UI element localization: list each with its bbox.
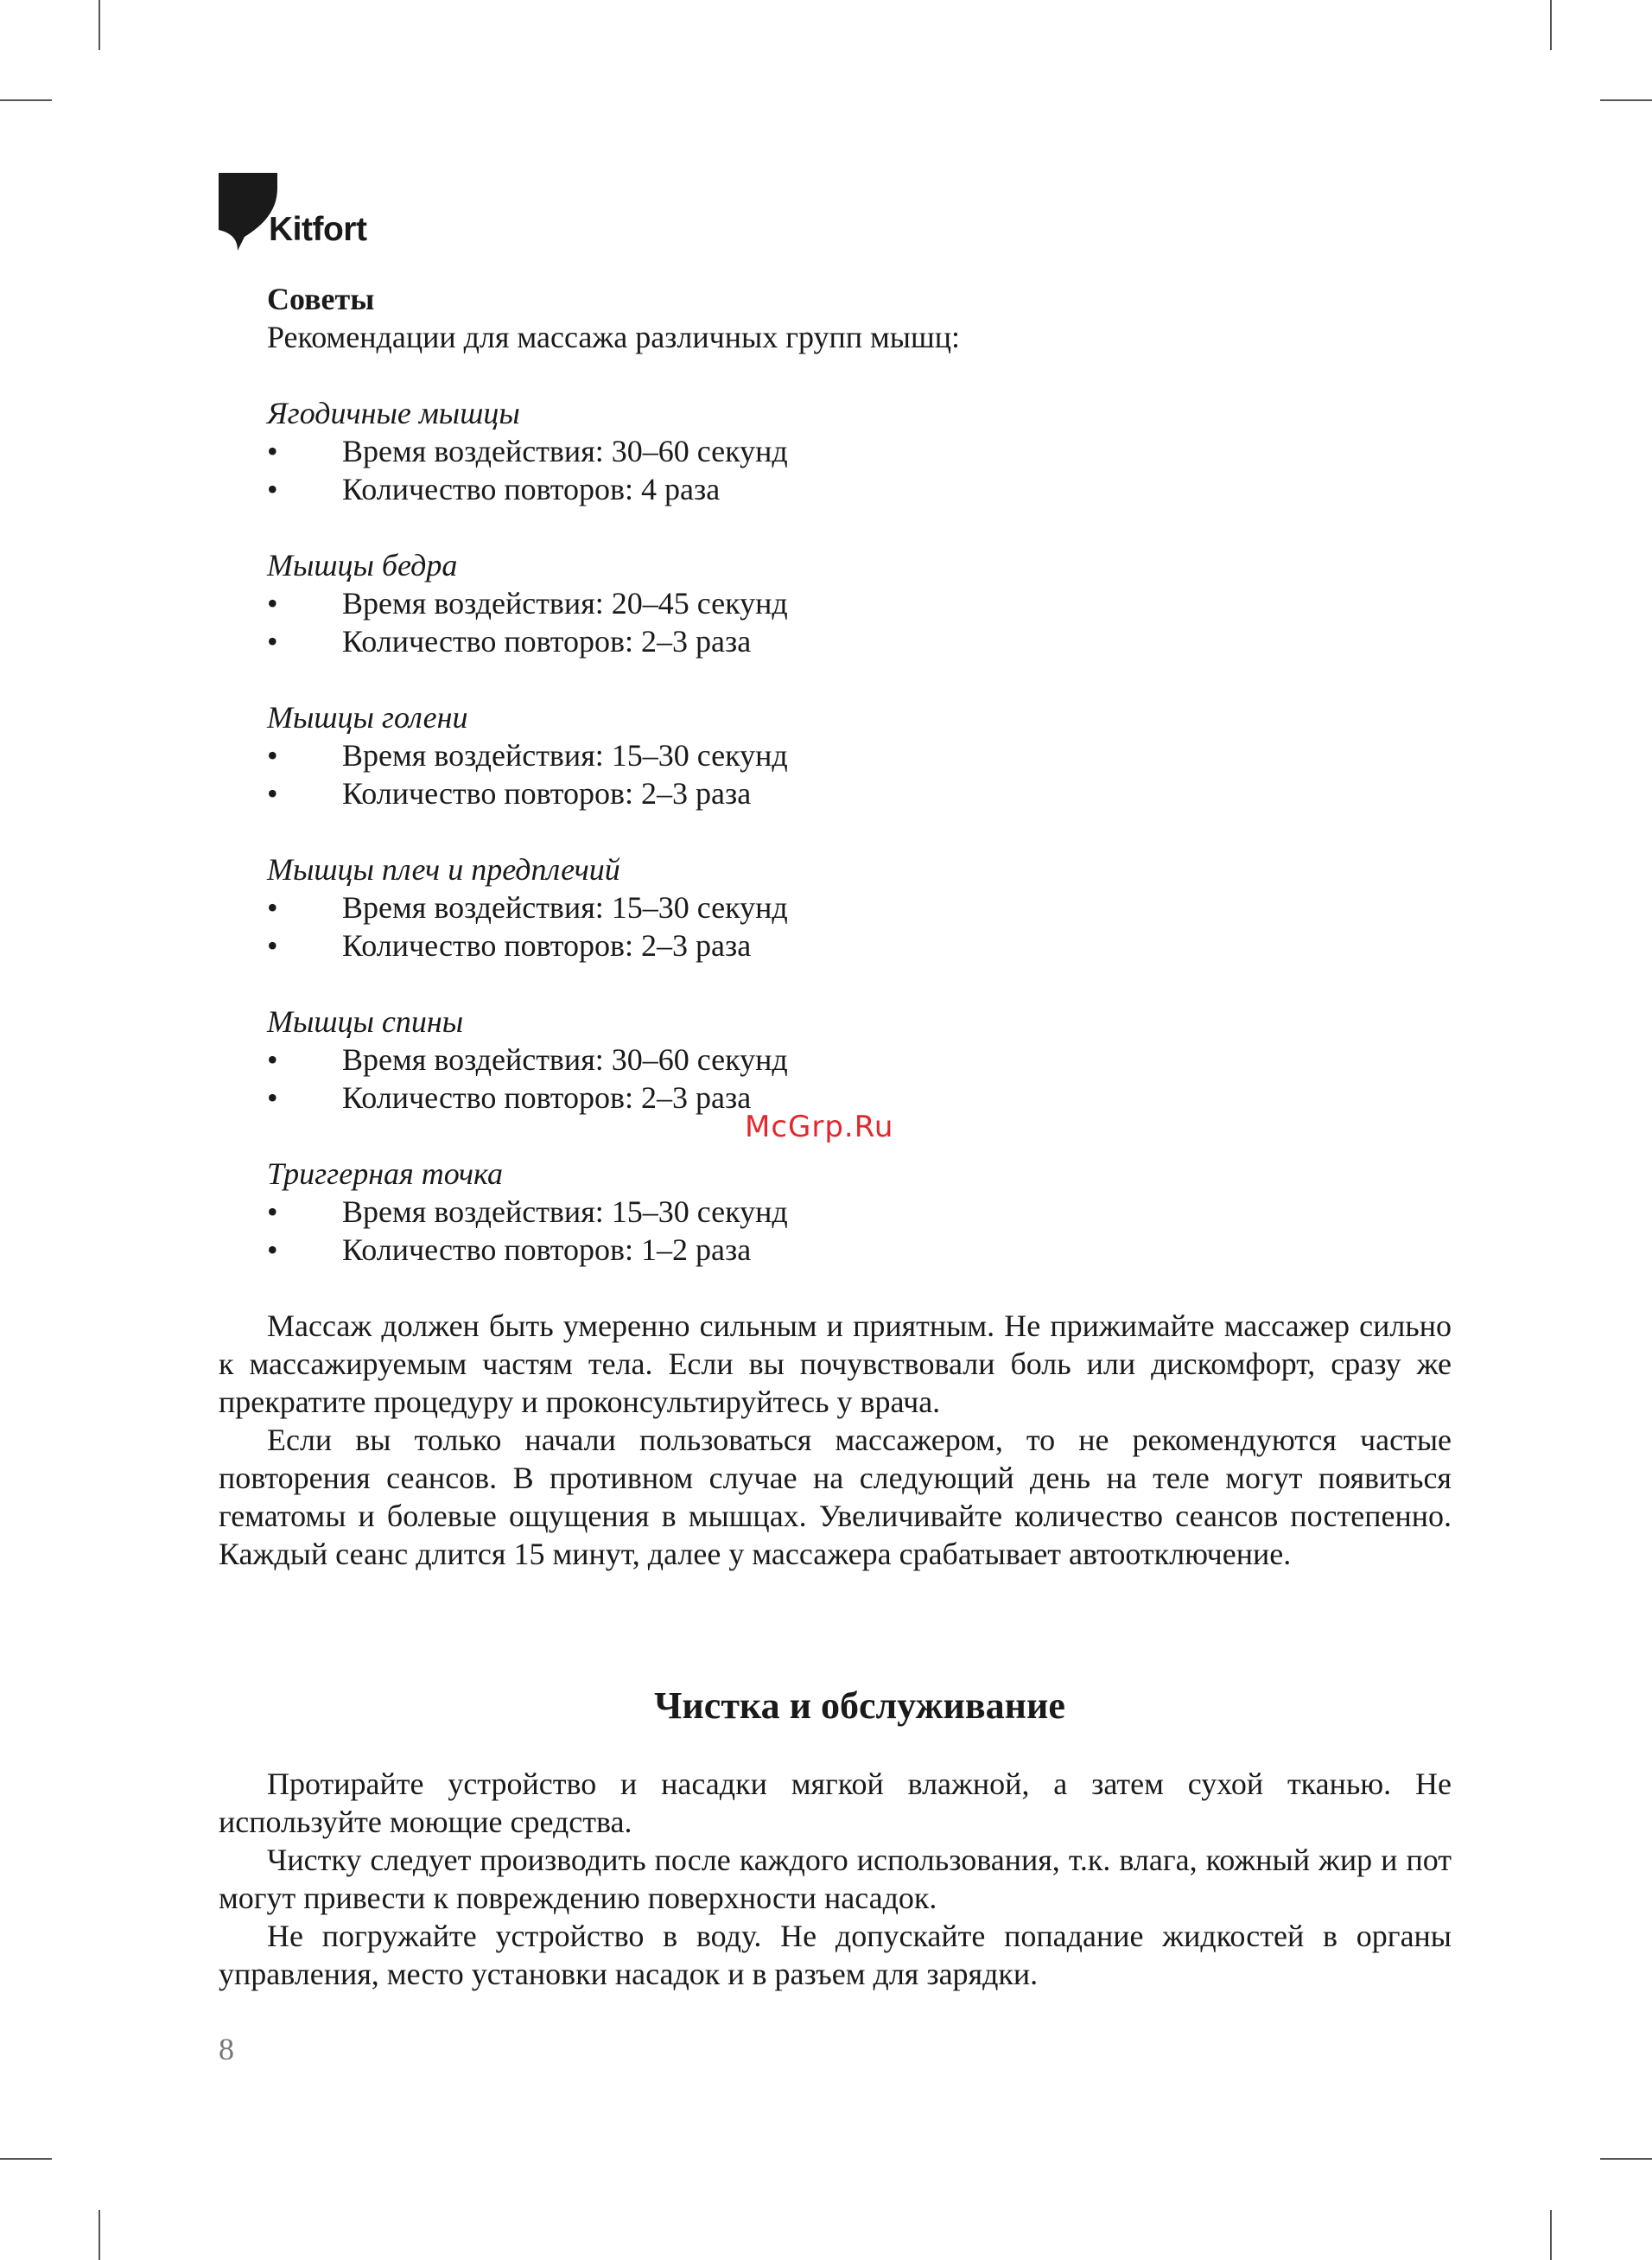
list-item-text: Время воздействия: 30–60 секунд xyxy=(342,434,788,468)
bullet-icon: • xyxy=(267,928,278,963)
bullet-icon: • xyxy=(267,890,278,925)
list-item-text: Время воздействия: 30–60 секунд xyxy=(342,1042,788,1077)
tips-group xyxy=(267,546,1451,660)
list-item xyxy=(267,1041,1451,1079)
bullet-icon: • xyxy=(267,776,278,811)
list-item xyxy=(267,736,1451,774)
page-number: 8 xyxy=(219,2032,234,2066)
cleaning-text xyxy=(219,1765,1452,1993)
list-item-text: Количество повторов: 2–3 раза xyxy=(342,1080,752,1115)
tips-group xyxy=(267,394,1451,508)
list-item xyxy=(267,1231,1451,1269)
list-item xyxy=(267,926,1451,964)
list-item xyxy=(267,584,1451,622)
paragraph: Если вы только начали пользоваться массажером, то не рекомендуются частые повторения сеансов. В противном случае на следующий день на теле могут появиться гематомы и болевые ощущения в мышцах. Увеличивайте количество сеансов постепенно. Каждый сеанс длится 15 минут, далее у массажера срабатывает автоотключение. xyxy=(219,1423,1452,1571)
list-item-text: Количество повторов: 2–3 раза xyxy=(342,624,752,659)
tips-group xyxy=(267,1003,1451,1117)
group-title: Мышцы спины xyxy=(267,1004,464,1039)
bullet-icon: • xyxy=(267,586,278,621)
crop-mark xyxy=(98,0,100,50)
group-title: Ягодичные мышцы xyxy=(267,396,520,430)
list-item xyxy=(267,470,1451,508)
crop-mark xyxy=(0,2158,52,2160)
crop-mark xyxy=(98,2210,100,2260)
bullet-icon: • xyxy=(267,1194,278,1229)
bullet-icon: • xyxy=(267,624,278,659)
bullet-icon: • xyxy=(267,1042,278,1077)
paragraph: Протирайте устройство и насадки мягкой влажной, а затем сухой тканью. Не используйте моющие средства. xyxy=(219,1767,1452,1839)
crop-mark xyxy=(1550,2210,1552,2260)
group-title: Мышцы бедра xyxy=(267,548,458,583)
bullet-icon: • xyxy=(267,738,278,773)
section-title: Чистка и обслуживание xyxy=(654,1684,1065,1727)
bullet-icon: • xyxy=(267,1232,278,1267)
list-item xyxy=(267,1193,1451,1231)
tips-intro: Рекомендации для массажа различных групп мышц: xyxy=(267,320,960,354)
tips-group xyxy=(267,850,1451,964)
bullet-icon: • xyxy=(267,472,278,506)
group-title: Мышцы плеч и предплечий xyxy=(267,852,620,887)
list-item xyxy=(267,622,1451,660)
tips-group xyxy=(267,1155,1451,1269)
paragraph: Массаж должен быть умеренно сильным и приятным. Не прижимайте массажер сильно к массажируемым частям тела. Если вы почувствовали боль или дискомфорт, сразу же прекратите процедуру и проконсультируйтесь у врача. xyxy=(219,1308,1452,1419)
group-title: Триггерная точка xyxy=(267,1156,503,1191)
tips-title: Советы xyxy=(267,282,375,316)
list-item xyxy=(267,888,1451,926)
bullet-icon: • xyxy=(267,1080,278,1115)
list-item-text: Время воздействия: 20–45 секунд xyxy=(342,586,788,621)
brand-name: Kitfort xyxy=(269,211,367,248)
list-item-text: Время воздействия: 15–30 секунд xyxy=(342,890,788,925)
list-item-text: Количество повторов: 1–2 раза xyxy=(342,1232,752,1267)
bullet-icon: • xyxy=(267,434,278,468)
watermark: McGrp.Ru xyxy=(745,1110,894,1144)
body-text xyxy=(219,1307,1452,1573)
list-item-text: Количество повторов: 2–3 раза xyxy=(342,928,752,963)
list-item xyxy=(267,774,1451,812)
crop-mark xyxy=(1600,2158,1652,2160)
paragraph: Чистку следует производить после каждого использования, т.к. влага, кожный жир и пот могут привести к повреждению поверхности насадок. xyxy=(219,1843,1452,1915)
group-title: Мышцы голени xyxy=(267,700,468,735)
list-item-text: Время воздействия: 15–30 секунд xyxy=(342,738,788,773)
tips-group xyxy=(267,698,1451,812)
list-item-text: Количество повторов: 4 раза xyxy=(342,472,721,506)
crop-mark xyxy=(0,99,52,101)
crop-mark xyxy=(1550,0,1552,50)
list-item-text: Количество повторов: 2–3 раза xyxy=(342,776,752,811)
list-item xyxy=(267,432,1451,470)
crop-mark xyxy=(1600,99,1652,101)
paragraph: Не погружайте устройство в воду. Не допускайте попадание жидкостей в органы управления, место установки насадок и в разъем для зарядки. xyxy=(219,1919,1452,1991)
list-item-text: Время воздействия: 15–30 секунд xyxy=(342,1194,788,1229)
